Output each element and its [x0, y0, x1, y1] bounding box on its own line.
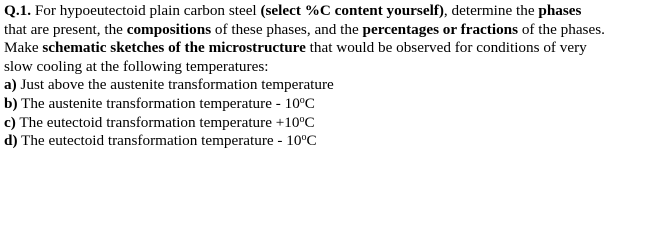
- question-text: that would be observed for conditions of very: [305, 39, 587, 57]
- item-unit: C: [304, 113, 315, 131]
- degree-symbol: o: [299, 113, 305, 125]
- select-content-emphasis: (select %C content yourself): [260, 2, 444, 19]
- question-number: Q.1.: [4, 2, 32, 19]
- question-line-1: [4, 2, 644, 21]
- compositions-emphasis: compositions: [126, 20, 212, 38]
- item-unit: C: [304, 94, 315, 112]
- item-marker: b): [4, 94, 18, 112]
- phases-emphasis: phases: [538, 2, 582, 19]
- question-line-3: [4, 39, 644, 58]
- degree-symbol: o: [301, 132, 307, 144]
- item-text: The eutectoid transformation temperature +10: [15, 113, 300, 131]
- percentages-emphasis: percentages or fractions: [362, 20, 519, 38]
- item-list: [4, 76, 644, 150]
- question-text: of the phases.: [518, 20, 605, 38]
- item-text: The eutectoid transformation temperature - 10: [17, 132, 302, 150]
- question-text: of these phases, and the: [211, 20, 363, 38]
- item-marker: c): [4, 113, 16, 131]
- list-item: [4, 114, 644, 133]
- question-line-2: [4, 21, 644, 40]
- item-marker: d): [4, 132, 18, 150]
- question-text: Make: [4, 39, 43, 57]
- question-text: that are present, the: [4, 20, 127, 38]
- question-paragraph: [4, 2, 644, 76]
- question-intro-text: For hypoeutectoid plain carbon steel: [31, 2, 261, 19]
- item-marker: a): [4, 76, 17, 94]
- question-line-4: slow cooling at the following temperatures:: [4, 57, 269, 75]
- list-item: [4, 132, 644, 151]
- list-item: [4, 76, 644, 95]
- list-item: [4, 95, 644, 114]
- degree-symbol: o: [299, 94, 305, 106]
- sketches-emphasis: schematic sketches of the microstructure: [42, 39, 306, 57]
- item-text: Just above the austenite transformation temperature: [16, 76, 334, 94]
- item-text: The austenite transformation temperature - 10: [17, 94, 300, 112]
- question-intro-text-2: , determine the: [443, 2, 539, 19]
- item-unit: C: [306, 132, 317, 150]
